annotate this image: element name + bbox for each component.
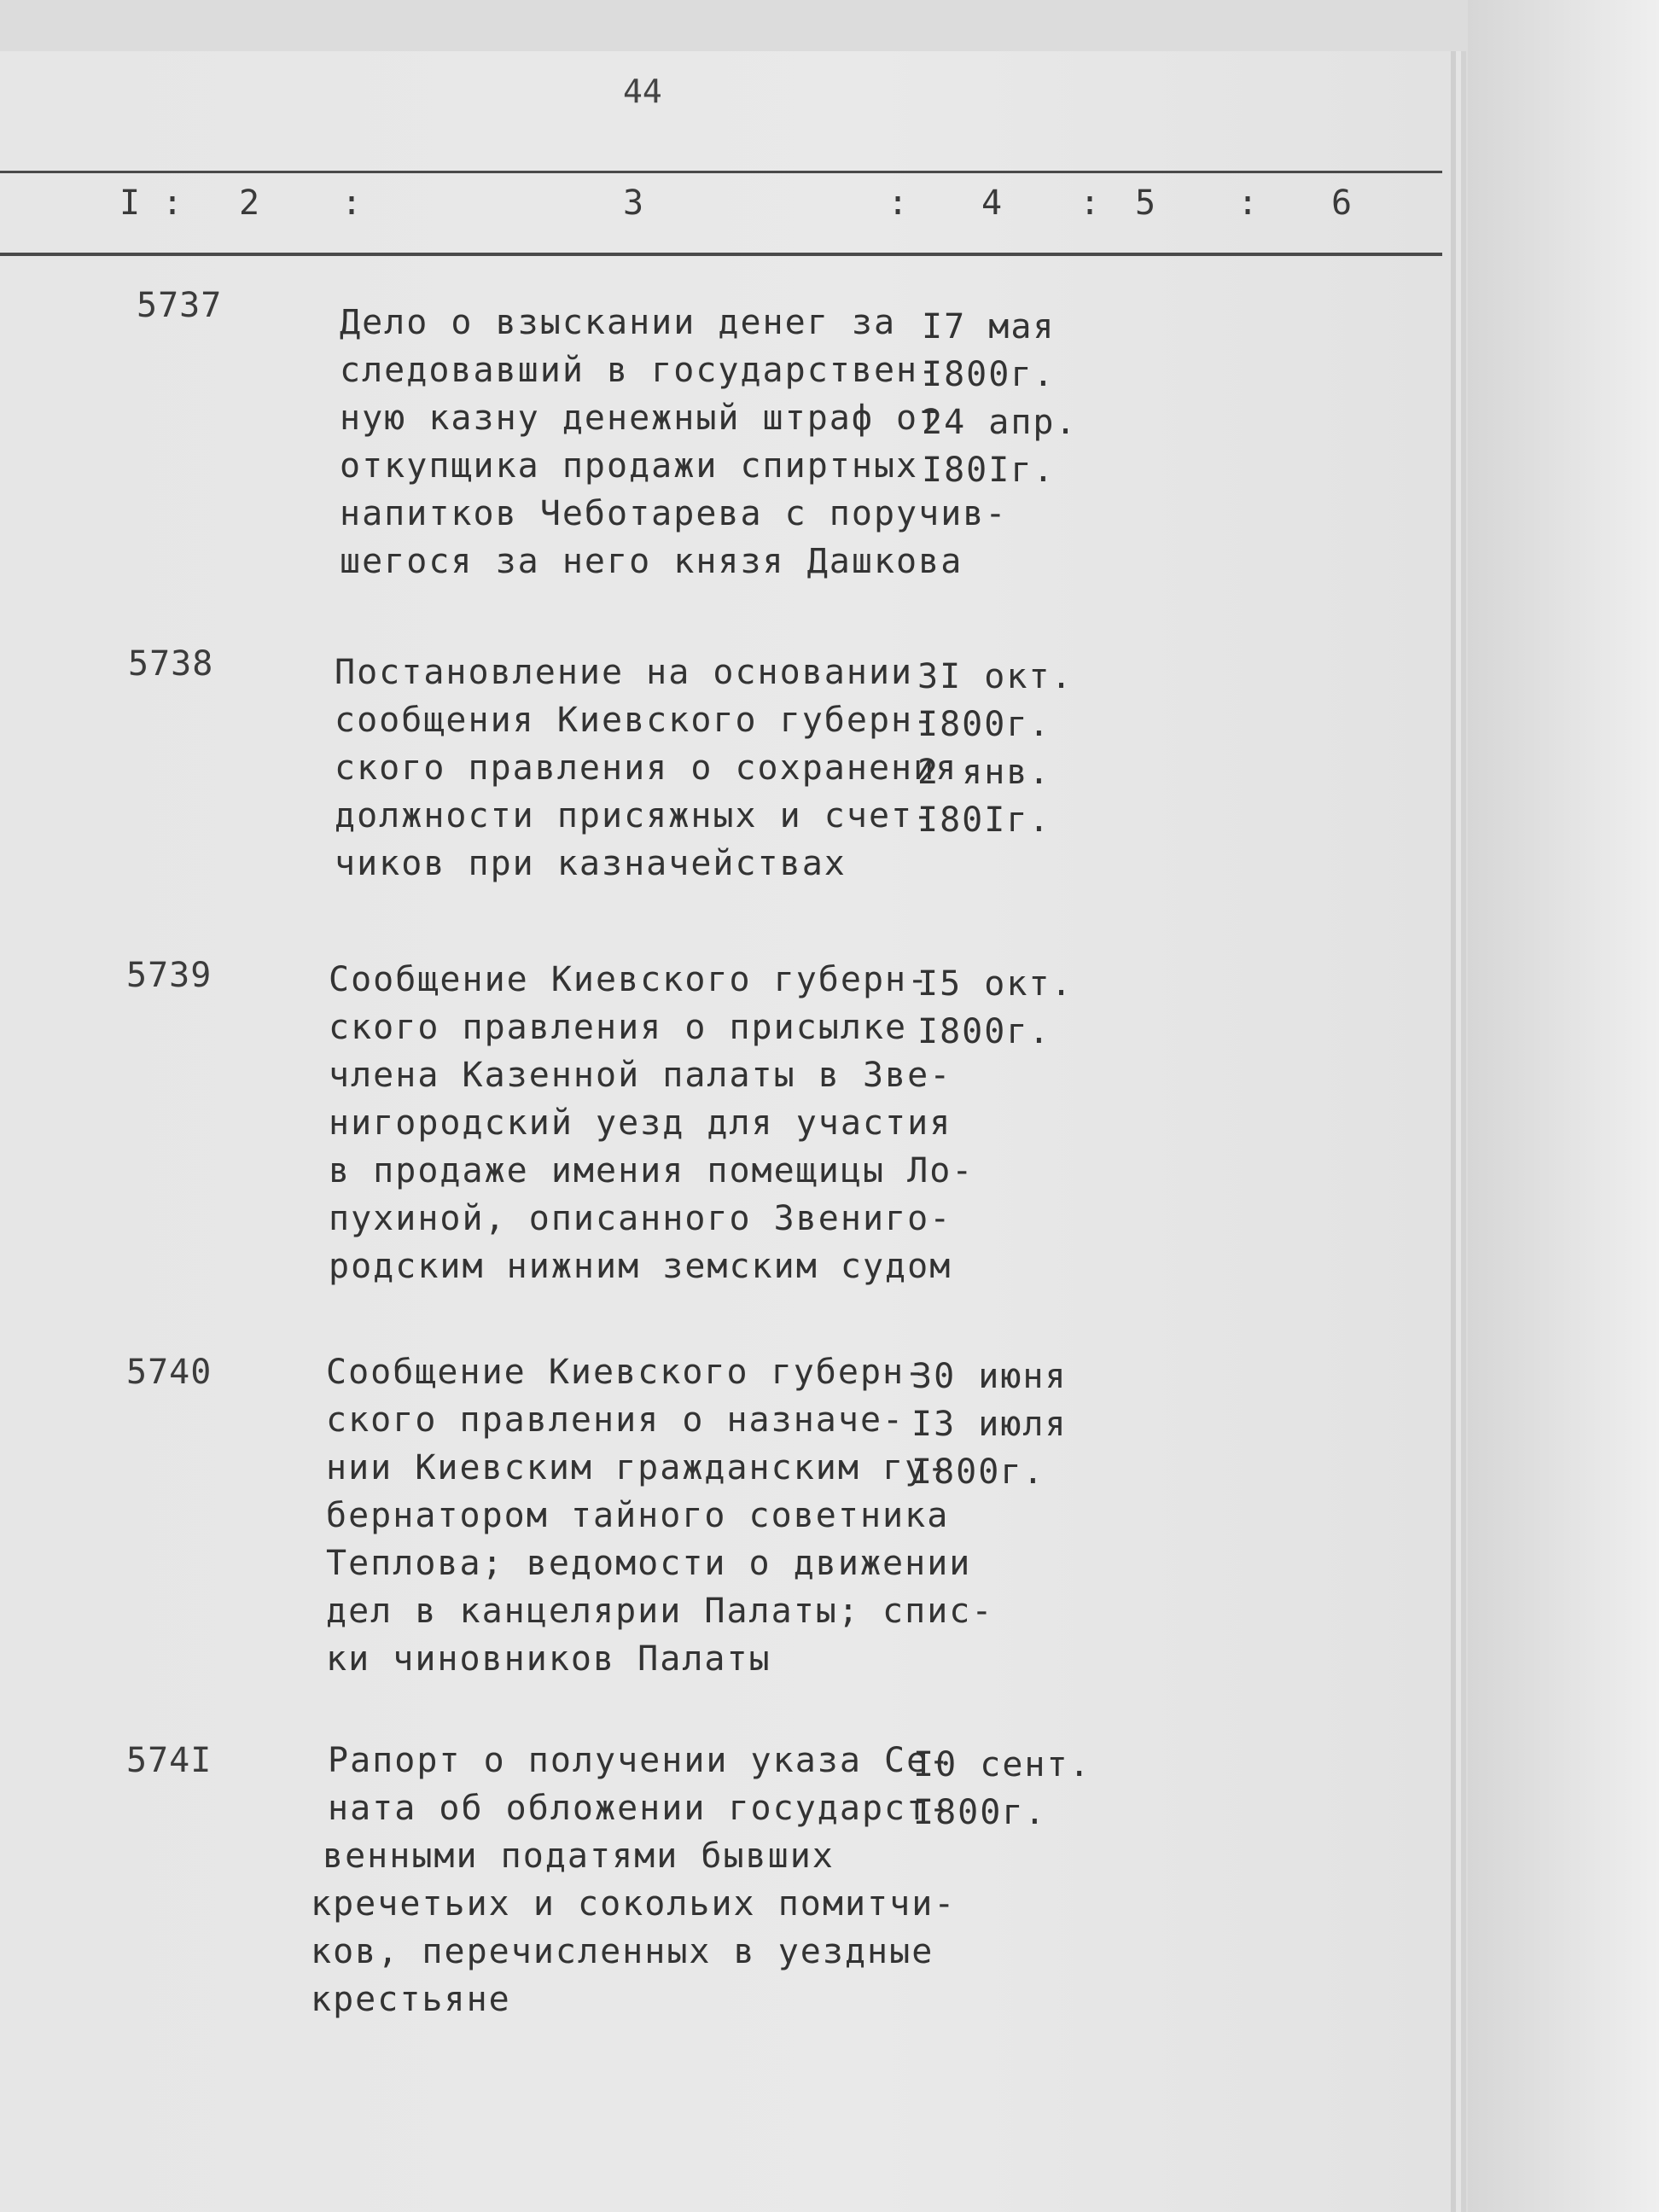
record-description xyxy=(335,649,958,888)
record-description xyxy=(311,1737,957,2023)
description-line: кречетьих и сокольих помитчи- xyxy=(311,1884,957,1924)
date-line: I3 июля xyxy=(911,1405,1068,1444)
record-number: 5737 xyxy=(137,286,223,325)
description-line: нигородский уезд для участия xyxy=(329,1103,952,1143)
description-line: ков, перечисленных в уездные xyxy=(311,1932,934,1971)
description-line: бернатором тайного советника xyxy=(326,1496,950,1535)
record-description xyxy=(326,1348,993,1683)
column-header-3: 3 xyxy=(623,183,644,223)
date-line: I0 сент. xyxy=(913,1745,1091,1784)
date-line: I80Iг. xyxy=(922,451,1056,490)
header-rule-top xyxy=(0,171,1442,173)
column-header-1: I xyxy=(119,183,141,223)
description-line: в продаже имения помещицы Ло- xyxy=(329,1151,975,1190)
description-line: ского правления о присылке xyxy=(329,1008,908,1047)
background-right xyxy=(1468,0,1659,2212)
description-line: чиков при казначействах xyxy=(335,844,847,883)
date-line: I5 окт. xyxy=(917,964,1074,1004)
description-line: члена Казенной палаты в Зве- xyxy=(329,1056,952,1095)
date-line: 30 июня xyxy=(911,1357,1068,1396)
description-line: крестьяне xyxy=(311,1980,511,2019)
date-line: 24 апр. xyxy=(922,403,1078,442)
description-line: дел в канцелярии Палаты; спис- xyxy=(326,1592,994,1631)
record-number: 5740 xyxy=(126,1353,212,1392)
record-dates xyxy=(917,960,1074,1056)
column-header-4: 4 xyxy=(981,183,1003,223)
date-line: I800г. xyxy=(911,1452,1045,1492)
description-line: напитков Чеботарева с поручив- xyxy=(340,494,1008,533)
column-separator: : xyxy=(1237,183,1259,223)
description-line: ского правления о сохранения xyxy=(335,748,958,788)
header-rule-bottom xyxy=(0,253,1442,256)
record-description xyxy=(340,299,1007,585)
description-line: следовавший в государствен- xyxy=(340,351,941,390)
description-line: нии Киевским гражданским гу- xyxy=(326,1448,950,1487)
description-line: Сообщение Киевского губерн- xyxy=(326,1353,928,1392)
record-number: 5738 xyxy=(128,644,214,684)
column-separator: : xyxy=(341,183,363,223)
page-number: 44 xyxy=(623,73,662,110)
date-line: 2 янв. xyxy=(917,753,1051,792)
description-line: ната об обложении государст- xyxy=(328,1789,952,1828)
description-line: Дело о взыскании денег за xyxy=(340,303,897,342)
column-separator: : xyxy=(1080,183,1101,223)
column-header-5: 5 xyxy=(1135,183,1156,223)
date-line: 3I окт. xyxy=(917,657,1074,696)
record-dates xyxy=(917,653,1074,844)
description-line: сообщения Киевского губерн- xyxy=(335,701,936,740)
description-line: венными податями бывших xyxy=(323,1837,835,1876)
description-line: ную казну денежный штраф от xyxy=(340,399,941,438)
description-line: Рапорт о получении указа Се- xyxy=(328,1741,952,1780)
description-line: откупщика продажи спиртных xyxy=(340,446,919,486)
date-line: I80Iг. xyxy=(917,800,1051,840)
date-line: I800г. xyxy=(913,1793,1047,1832)
record-dates xyxy=(922,303,1078,494)
description-line: пухиной, описанного Звениго- xyxy=(329,1199,952,1238)
description-line: Сообщение Киевского губерн- xyxy=(329,960,930,999)
description-line: ского правления о назначе- xyxy=(326,1400,905,1440)
description-line: Постановление на основании xyxy=(335,653,914,692)
description-line: ки чиновников Палаты xyxy=(326,1639,771,1679)
record-dates xyxy=(913,1741,1091,1837)
description-line: должности присяжных и счет- xyxy=(335,796,936,835)
date-line: I800г. xyxy=(917,705,1051,744)
date-line: I7 мая xyxy=(922,307,1056,346)
record-dates xyxy=(911,1353,1068,1496)
record-description xyxy=(329,956,974,1290)
date-line: I800г. xyxy=(917,1012,1051,1051)
description-line: родским нижним земским судом xyxy=(329,1247,952,1286)
date-line: I800г. xyxy=(922,355,1056,394)
description-line: шегося за него князя Дашкова xyxy=(340,542,963,581)
record-number: 5739 xyxy=(126,956,212,995)
description-line: Теплова; ведомости о движении xyxy=(326,1544,972,1583)
record-number: 574I xyxy=(126,1741,212,1780)
column-header-6: 6 xyxy=(1331,183,1353,223)
column-separator: : xyxy=(162,183,183,223)
column-header-2: 2 xyxy=(239,183,260,223)
column-separator: : xyxy=(888,183,909,223)
